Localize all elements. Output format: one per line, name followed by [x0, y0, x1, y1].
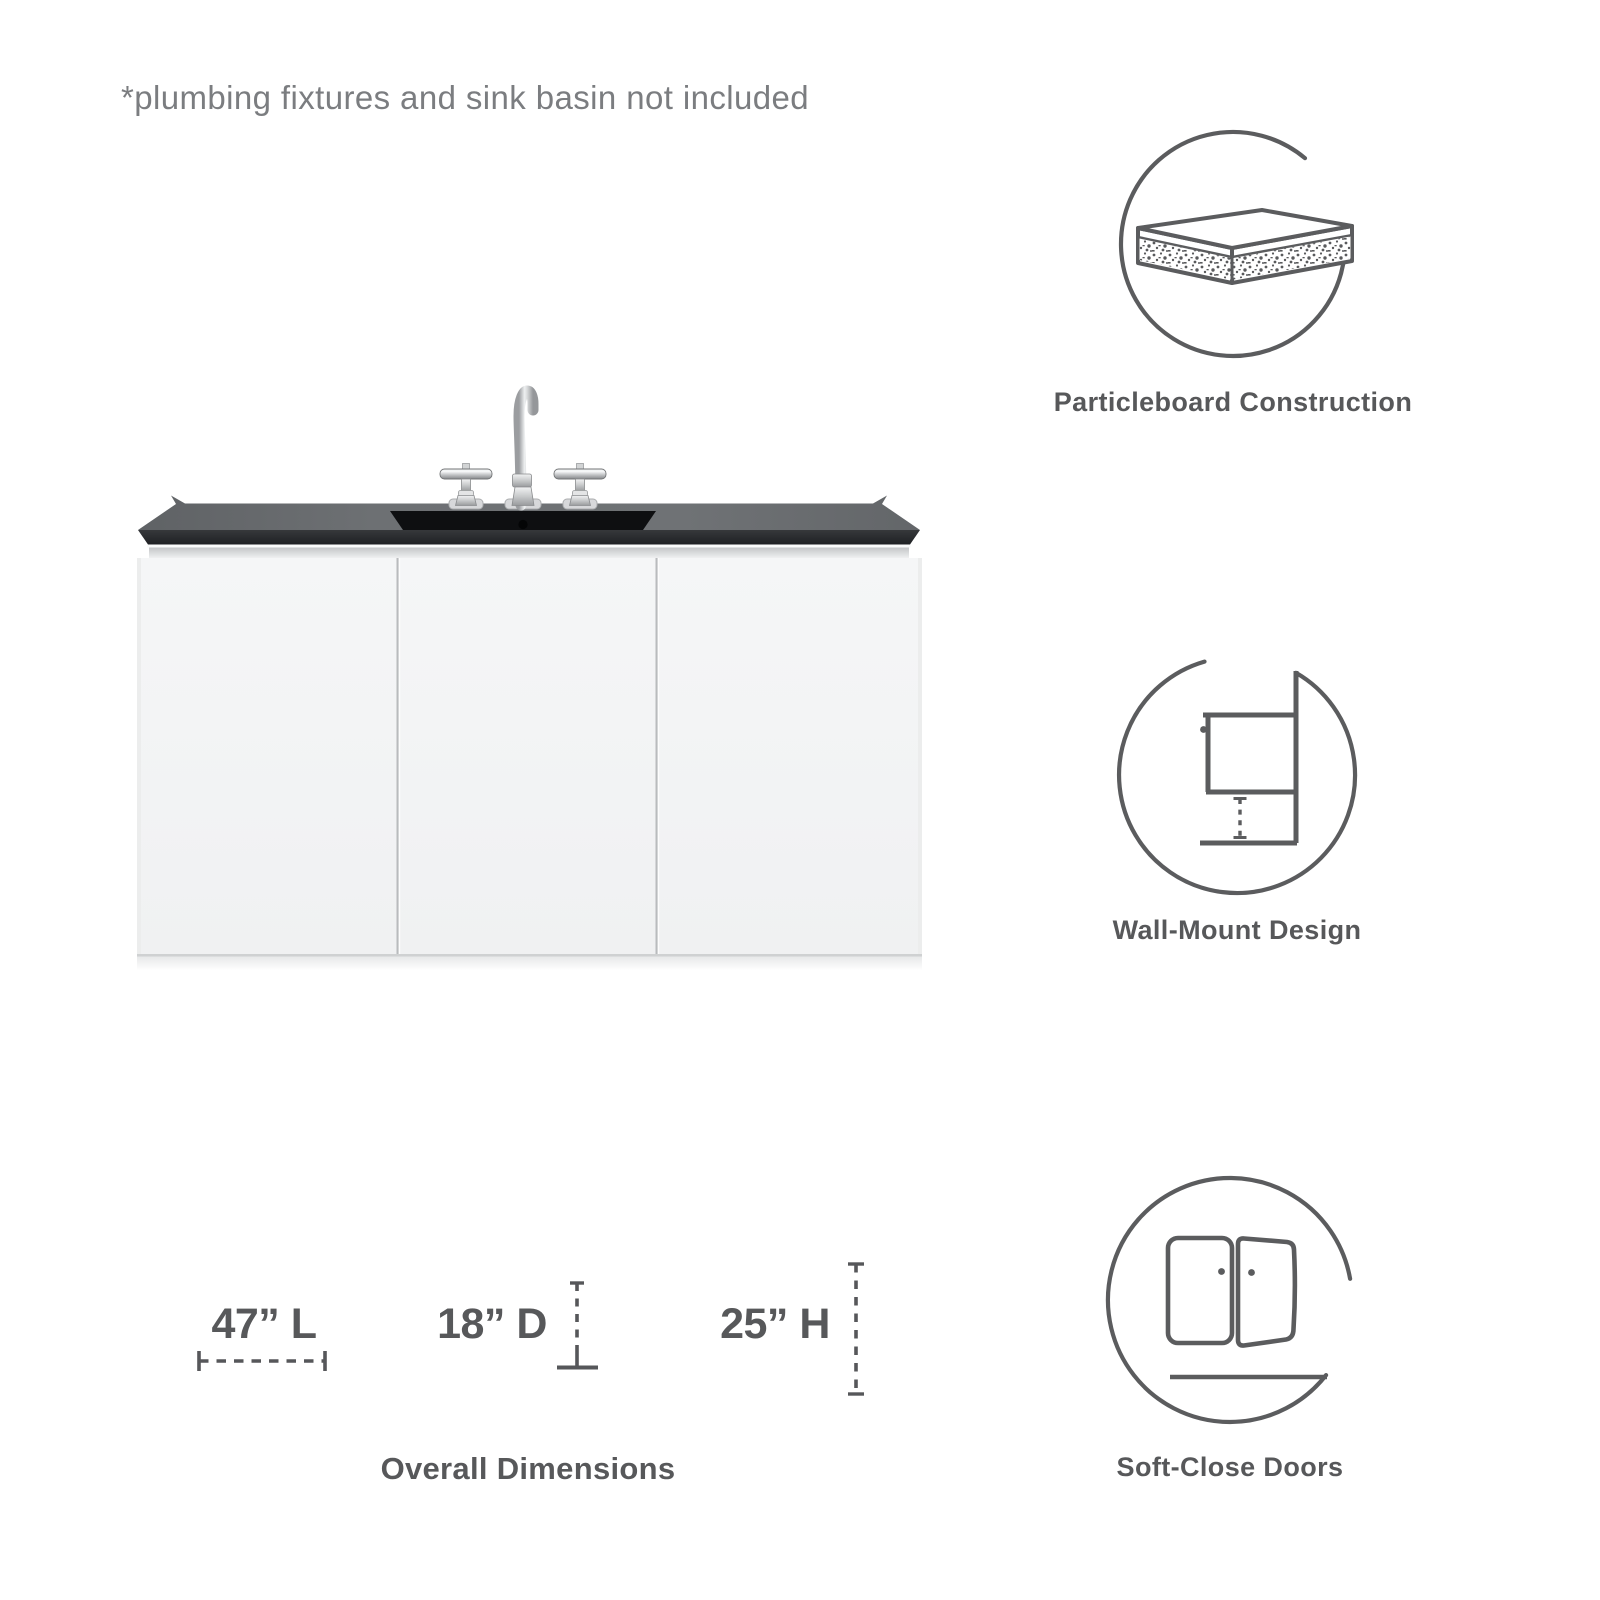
knob-dot — [1218, 1268, 1225, 1275]
dimension-length-value: 47” L — [211, 1300, 317, 1348]
countertop-edge — [138, 530, 920, 545]
door-seam-left-highlight — [399, 558, 401, 954]
knob-dot — [1248, 1269, 1255, 1276]
vanity-illustration — [120, 370, 940, 990]
faucet-spout — [512, 391, 534, 506]
door-seam-right — [656, 558, 658, 954]
feature-label-particleboard: Particleboard Construction — [1053, 387, 1413, 417]
faucet-handle-left — [440, 464, 492, 506]
cabinet-doors — [137, 558, 922, 954]
feature-label-soft-close: Soft-Close Doors — [1116, 1452, 1344, 1482]
overflow-hole — [518, 520, 527, 529]
cabinet-top-rail — [149, 548, 909, 559]
disclaimer-text: *plumbing fixtures and sink basin not included — [121, 79, 809, 116]
wall-mount-icon — [1100, 640, 1380, 920]
feature-label-wall-mount: Wall-Mount Design — [1112, 915, 1362, 945]
soft-close-icon — [1090, 1158, 1382, 1450]
cabinet-left-edge — [137, 558, 141, 954]
cabinet-right-edge — [918, 558, 922, 954]
door-seam-right-highlight — [658, 558, 660, 954]
knob-dot — [1200, 726, 1207, 733]
height-dimension-line — [835, 1262, 879, 1398]
depth-dimension-line — [556, 1281, 600, 1373]
cabinet-top-gap — [147, 545, 911, 548]
length-dimension-line — [196, 1349, 328, 1373]
sink-basin — [390, 511, 656, 530]
dimension-height-value: 25” H — [720, 1300, 830, 1348]
cabinet-bottom-seam — [137, 954, 922, 957]
door-seam-left — [397, 558, 399, 954]
dimensions-caption: Overall Dimensions — [380, 1451, 676, 1486]
cabinet-bottom-shadow — [137, 957, 922, 971]
cabinet — [137, 545, 922, 971]
faucet-handle-right — [554, 464, 606, 506]
dimension-depth-value: 18” D — [437, 1300, 547, 1348]
particleboard-icon — [1095, 105, 1375, 385]
